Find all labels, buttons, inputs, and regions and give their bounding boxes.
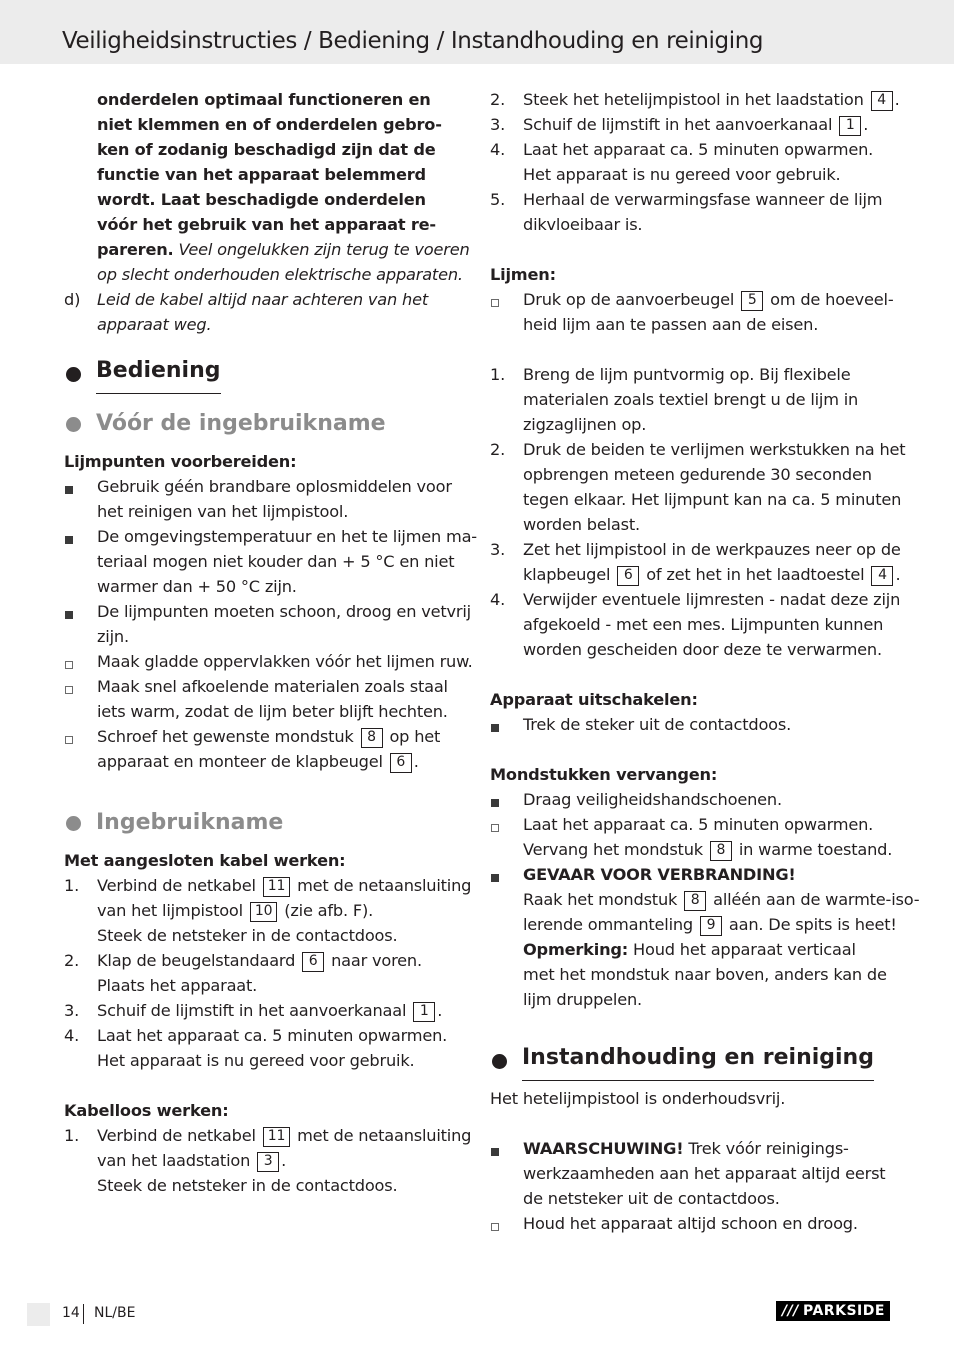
heading-text: Vóór de ingebruikname bbox=[96, 411, 386, 436]
intro-line: wordt. Laat beschadigde onderdelen bbox=[97, 190, 426, 209]
subheading-kabelloos: Kabelloos werken: bbox=[64, 1101, 229, 1120]
logo-stripes: /// bbox=[782, 1303, 799, 1319]
numbered-item: 4. Laat het apparaat ca. 5 minuten opwarmen. bbox=[490, 140, 874, 159]
parkside-logo bbox=[776, 1301, 890, 1321]
numbered-item: 1. Verbind de netkabel 11 met de netaansluiting bbox=[64, 876, 472, 895]
numbered-item: 3. Zet het lijmpistool in de werkpauzes neer op de bbox=[490, 540, 901, 559]
filled-square-bullet-icon bbox=[491, 874, 499, 882]
numbered-item-cont: van het laadstation 3 . bbox=[97, 1151, 287, 1170]
list-item-cont: de netsteker uit de contactdoos. bbox=[523, 1189, 780, 1208]
list-item-d bbox=[64, 287, 464, 312]
part-number-box: 6 bbox=[617, 566, 639, 586]
bullet-dot-icon bbox=[66, 417, 81, 432]
language-code: NL/BE bbox=[94, 1305, 136, 1321]
part-number-box: 11 bbox=[263, 1127, 290, 1147]
intro-line: vóór het gebruik van het apparaat re- bbox=[97, 215, 436, 234]
numbered-item-cont: materialen zoals textiel brengt u de lijm in bbox=[523, 390, 859, 409]
page-number: 14 bbox=[62, 1305, 80, 1321]
note-line: lijm druppelen. bbox=[523, 990, 642, 1009]
item-text: apparaat weg. bbox=[97, 315, 212, 334]
bullet-dot-icon bbox=[66, 816, 81, 831]
list-item: Druk op de aanvoerbeugel 5 om de hoeveel- bbox=[490, 287, 890, 312]
list-item-cont: Vervang het mondstuk 8 in warme toestand. bbox=[523, 840, 893, 859]
numbered-item: 4. Verwijder eventuele lijmresten - nadat deze zijn bbox=[490, 590, 901, 609]
heading-text: Bediening bbox=[96, 349, 221, 394]
paragraph: Het hetelijmpistool is onderhoudsvrij. bbox=[490, 1089, 786, 1108]
footer-divider bbox=[83, 1304, 84, 1324]
part-number-box: 8 bbox=[710, 841, 732, 861]
filled-square-bullet-icon bbox=[65, 536, 73, 544]
numbered-item: 2. Steek het hetelijmpistool in het laadstation 4 . bbox=[490, 90, 900, 109]
list-item: Draag veiligheidshandschoenen. bbox=[490, 787, 890, 812]
numbered-item-cont: Steek de netsteker in de contactdoos. bbox=[97, 926, 398, 945]
subheading-kabel: Met aangesloten kabel werken: bbox=[64, 851, 346, 870]
intro-line: op slecht onderhouden elektrische apparaten. bbox=[97, 265, 463, 284]
list-item: Maak gladde oppervlakken vóór het lijmen ruw. bbox=[64, 649, 464, 674]
part-number-box: 1 bbox=[413, 1002, 435, 1022]
part-number-box: 9 bbox=[700, 916, 722, 936]
warning-item: WAARSCHUWING! Trek vóór reinigings- bbox=[490, 1136, 890, 1161]
numbered-item-cont: worden gescheiden door deze te verwarmen. bbox=[523, 640, 882, 659]
left-column bbox=[64, 87, 477, 1198]
bullet-dot-icon bbox=[492, 1054, 507, 1069]
list-item: De lijmpunten moeten schoon, droog en vetvrij bbox=[64, 599, 464, 624]
subheading-lijmpunten: Lijmpunten voorbereiden: bbox=[64, 452, 297, 471]
intro-line: functie van het apparaat belemmerd bbox=[97, 165, 426, 184]
subheading-uitschakelen: Apparaat uitschakelen: bbox=[490, 690, 698, 709]
footer-marker bbox=[27, 1303, 50, 1326]
filled-square-bullet-icon bbox=[491, 799, 499, 807]
warning-title: GEVAAR VOOR VERBRANDING! bbox=[490, 862, 890, 887]
open-square-bullet-icon bbox=[65, 661, 73, 669]
part-number-box: 4 bbox=[871, 91, 893, 111]
section-heading-instandhouding bbox=[490, 1036, 890, 1086]
numbered-item-cont: dikvloeibaar is. bbox=[523, 215, 643, 234]
numbered-item-cont: Het apparaat is nu gereed voor gebruik. bbox=[97, 1051, 415, 1070]
filled-square-bullet-icon bbox=[65, 486, 73, 494]
part-number-box: 8 bbox=[361, 728, 383, 748]
list-item-cont: heid lijm aan te passen aan de eisen. bbox=[523, 315, 819, 334]
numbered-item-cont: worden belast. bbox=[523, 515, 640, 534]
list-item-cont: warmer dan + 50 °C zijn. bbox=[97, 577, 297, 596]
numbered-item: 2. Druk de beiden te verlijmen werkstukken na het bbox=[490, 440, 906, 459]
filled-square-bullet-icon bbox=[65, 611, 73, 619]
item-text: Leid de kabel altijd naar achteren van het bbox=[97, 290, 429, 309]
part-number-box: 4 bbox=[871, 566, 893, 586]
numbered-item: 3. Schuif de lijmstift in het aanvoerkanaal 1 . bbox=[64, 1001, 443, 1020]
bullet-dot-icon bbox=[66, 367, 81, 382]
numbered-item-cont: Plaats het apparaat. bbox=[97, 976, 258, 995]
part-number-box: 10 bbox=[250, 902, 277, 922]
item-marker: d) bbox=[64, 290, 81, 309]
intro-line-mixed bbox=[64, 237, 470, 262]
numbered-item: 5. Herhaal de verwarmingsfase wanneer de lijm bbox=[490, 190, 883, 209]
page-title: Veiligheidsinstructies / Bediening / Instandhouding en reiniging bbox=[62, 28, 764, 54]
note-line: Opmerking: Houd het apparaat verticaal bbox=[523, 940, 856, 959]
open-square-bullet-icon bbox=[65, 686, 73, 694]
list-item: Maak snel afkoelende materialen zoals staal bbox=[64, 674, 464, 699]
numbered-item-cont: tegen elkaar. Het lijmpunt kan na ca. 5 minuten bbox=[523, 490, 902, 509]
numbered-item-cont: opbrengen meteen gedurende 30 seconden bbox=[523, 465, 872, 484]
intro-italic: Veel ongelukken zijn terug te voeren bbox=[173, 240, 470, 259]
list-item: Houd het apparaat altijd schoon en droog. bbox=[490, 1211, 890, 1236]
list-item-cont: zijn. bbox=[97, 627, 129, 646]
filled-square-bullet-icon bbox=[491, 1148, 499, 1156]
note-line: met het mondstuk naar boven, anders kan de bbox=[523, 965, 887, 984]
numbered-item: 1. Verbind de netkabel 11 met de netaansluiting bbox=[64, 1126, 472, 1145]
numbered-item-cont: klapbeugel 6 of zet het in het laadtoestel 4 . bbox=[523, 565, 901, 584]
list-item-cont: teriaal mogen niet kouder dan + 5 °C en niet bbox=[97, 552, 455, 571]
open-square-bullet-icon bbox=[491, 824, 499, 832]
numbered-item-cont: van het lijmpistool 10 (zie afb. F). bbox=[97, 901, 374, 920]
list-item-cont: apparaat en monteer de klapbeugel 6 . bbox=[97, 752, 419, 771]
open-square-bullet-icon bbox=[65, 736, 73, 744]
filled-square-bullet-icon bbox=[491, 724, 499, 732]
part-number-box: 8 bbox=[684, 891, 706, 911]
section-heading-bediening bbox=[64, 349, 464, 399]
part-number-box: 6 bbox=[302, 952, 324, 972]
heading-text: Ingebruikname bbox=[96, 810, 284, 835]
section-heading-ingebruikname bbox=[64, 798, 464, 848]
numbered-item: 1. Breng de lijm puntvormig op. Bij flexibele bbox=[490, 365, 851, 384]
numbered-item-cont: afgekoeld - met een mes. Lijmpunten kunnen bbox=[523, 615, 884, 634]
list-item: Laat het apparaat ca. 5 minuten opwarmen. bbox=[490, 812, 890, 837]
open-square-bullet-icon bbox=[491, 299, 499, 307]
list-item: Gebruik géén brandbare oplosmiddelen voor bbox=[64, 474, 464, 499]
intro-line: niet klemmen en of onderdelen gebro- bbox=[97, 115, 442, 134]
list-item-cont: iets warm, zodat de lijm beter blijft hechten. bbox=[97, 702, 448, 721]
list-item: Schroef het gewenste mondstuk 8 op het bbox=[64, 724, 464, 749]
section-heading-voor-ingebruikname bbox=[64, 399, 464, 449]
open-square-bullet-icon bbox=[491, 1223, 499, 1231]
part-number-box: 11 bbox=[263, 877, 290, 897]
logo-text: PARKSIDE bbox=[803, 1303, 885, 1319]
list-item: De omgevingstemperatuur en het te lijmen ma- bbox=[64, 524, 464, 549]
numbered-item: 4. Laat het apparaat ca. 5 minuten opwarmen. bbox=[64, 1026, 448, 1045]
intro-bold: pareren. bbox=[97, 240, 174, 259]
list-item-cont: werkzaamheden aan het apparaat altijd eerst bbox=[523, 1164, 886, 1183]
list-item: Trek de steker uit de contactdoos. bbox=[490, 712, 890, 737]
numbered-item: 2. Klap de beugelstandaard 6 naar voren. bbox=[64, 951, 422, 970]
subheading-lijmen: Lijmen: bbox=[490, 265, 556, 284]
list-item-cont: Raak het mondstuk 8 alléén aan de warmte-iso- bbox=[523, 890, 920, 909]
list-item-cont: lerende ommanteling 9 aan. De spits is heet! bbox=[523, 915, 897, 934]
part-number-box: 6 bbox=[390, 753, 412, 773]
heading-text: Instandhouding en reiniging bbox=[522, 1036, 874, 1081]
list-item-cont: het reinigen van het lijmpistool. bbox=[97, 502, 349, 521]
numbered-item-cont: Steek de netsteker in de contactdoos. bbox=[97, 1176, 398, 1195]
part-number-box: 5 bbox=[741, 291, 763, 311]
subheading-mondstukken: Mondstukken vervangen: bbox=[490, 765, 718, 784]
part-number-box: 1 bbox=[839, 116, 861, 136]
intro-line: ken of zodanig beschadigd zijn dat de bbox=[97, 140, 436, 159]
numbered-item-cont: Het apparaat is nu gereed voor gebruik. bbox=[523, 165, 841, 184]
intro-line: onderdelen optimaal functioneren en bbox=[97, 90, 431, 109]
numbered-item-cont: zigzaglijnen op. bbox=[523, 415, 647, 434]
numbered-item: 3. Schuif de lijmstift in het aanvoerkanaal 1 . bbox=[490, 115, 869, 134]
part-number-box: 3 bbox=[257, 1152, 279, 1172]
right-column bbox=[490, 87, 920, 1236]
